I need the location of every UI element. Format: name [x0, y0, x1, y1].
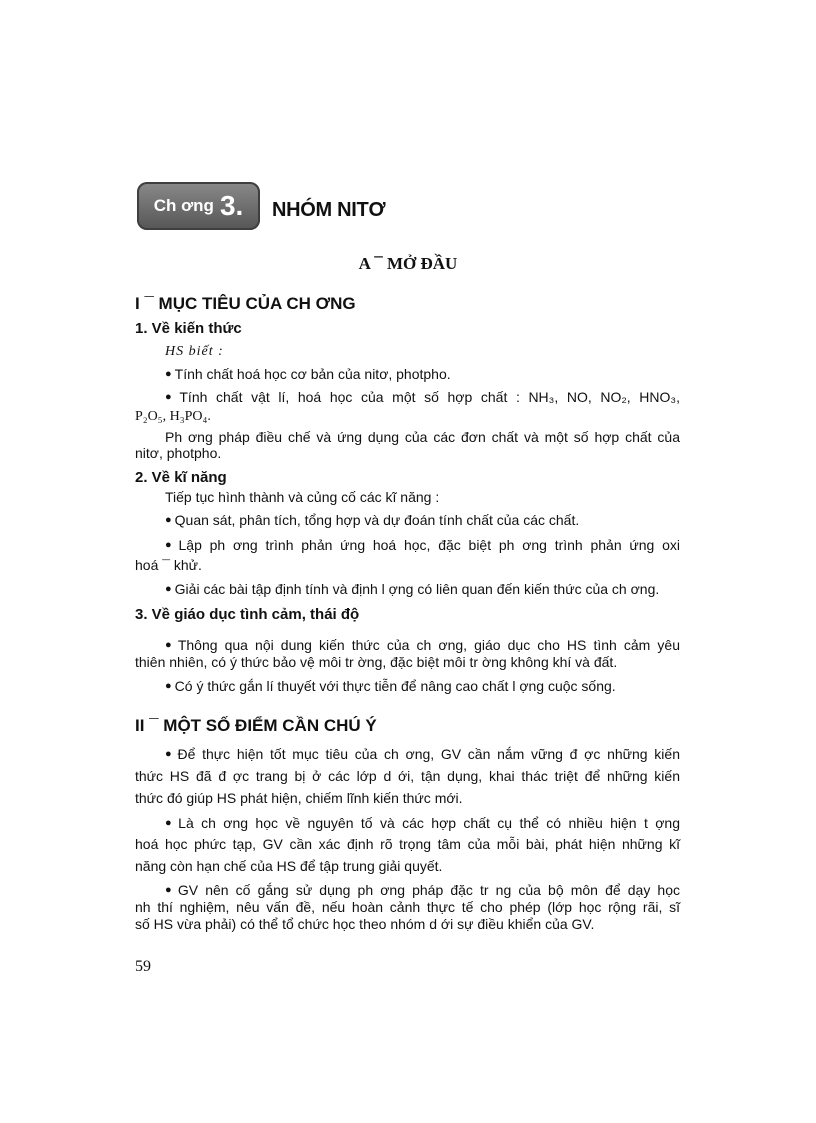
- bullet-item: ● Có ý thức gắn lí thuyết với thực tiễn để nâng cao chất l ợng cuộc sống.: [165, 678, 616, 694]
- chapter-word: Ch ơng: [153, 196, 214, 215]
- chapter-badge: [137, 182, 260, 230]
- formula-line: P₂O₅, H₃PO₄.: [135, 409, 211, 424]
- paragraph-line: số HS vừa phải) có thể tổ chức học theo nhóm d ới sự điều khiển của GV.: [135, 916, 595, 932]
- paragraph-line: thức đó giúp HS phát hiện, chiếm lĩnh kiến thức mới.: [135, 790, 463, 806]
- lead-text: HS biết :: [165, 344, 224, 359]
- lead-text: Tiếp tục hình thành và củng cố các kĩ năng :: [165, 489, 440, 505]
- bullet-item: ● Quan sát, phân tích, tổng hợp và dự đoán tính chất của các chất.: [165, 512, 580, 528]
- bullet-item: ● Để thực hiện tốt mục tiêu của ch ơng, GV cần nắm vững đ ợc những kiến: [165, 746, 680, 762]
- bullet-item: ● Lập ph ơng trình phản ứng hoá học, đặc biệt ph ơng trình phản ứng oxi: [165, 537, 680, 553]
- section-1-heading: I ¯ MỤC TIÊU CỦA CH ƠNG: [135, 294, 356, 313]
- subsection-3-heading: 3. Về giáo dục tình cảm, thái độ: [135, 606, 360, 623]
- section-2-heading: II ¯ MỘT SỐ ĐIỂM CẦN CHÚ Ý: [135, 716, 377, 735]
- subsection-2-heading: 2. Về kĩ năng: [135, 469, 227, 486]
- bullet-item: ● Tính chất hoá học cơ bản của nitơ, photpho.: [165, 366, 451, 382]
- bullet-item: ● Tính chất vật lí, hoá học của một số hợp chất : NH₃, NO, NO₂, HNO₃,: [165, 389, 680, 405]
- chapter-title: NHÓM NITƠ: [272, 199, 386, 221]
- bullet-item: ● Thông qua nội dung kiến thức của ch ơng, giáo dục cho HS tình cảm yêu: [165, 637, 680, 653]
- paragraph-line: thiên nhiên, có ý thức bảo vệ môi tr ờng, đặc biệt môi tr ờng không khí và đất.: [135, 654, 618, 670]
- subsection-1-heading: 1. Về kiến thức: [135, 320, 242, 337]
- chapter-number: 3.: [219, 190, 244, 221]
- page-number: 59: [135, 958, 151, 975]
- paragraph-line: hoá ¯ khử.: [135, 557, 202, 573]
- paragraph-line: nitơ, photpho.: [135, 445, 222, 461]
- part-a-title: A ¯ MỞ ĐẦU: [358, 254, 458, 273]
- paragraph-line: nh thí nghiệm, nêu vấn đề, nếu hoàn cảnh thực tế cho phép (lớp học rộng rãi, sĩ: [135, 899, 680, 915]
- bullet-item: ● GV nên cố gắng sử dụng ph ơng pháp đặc tr ng của bộ môn để dạy học: [165, 882, 680, 898]
- bullet-item: ● Là ch ơng học về nguyên tố và các hợp chất cụ thể có nhiều hiện t ợng: [165, 815, 680, 831]
- paragraph-line: năng còn hạn chế của HS để tập trung giải quyết.: [135, 858, 443, 874]
- paragraph-line: hoá học phức tạp, GV cần xác định rõ trọng tâm của mỗi bài, phát hiện những kĩ: [135, 836, 680, 852]
- paragraph-line: Ph ơng pháp điều chế và ứng dụng của các đơn chất và một số hợp chất của: [165, 429, 680, 445]
- paragraph-line: thức HS đã đ ợc trang bị ở các lớp d ới, tận dụng, khai thác triệt để những kiến: [135, 768, 680, 784]
- bullet-item: ● Giải các bài tập định tính và định l ợng có liên quan đến kiến thức của ch ơng.: [165, 581, 660, 597]
